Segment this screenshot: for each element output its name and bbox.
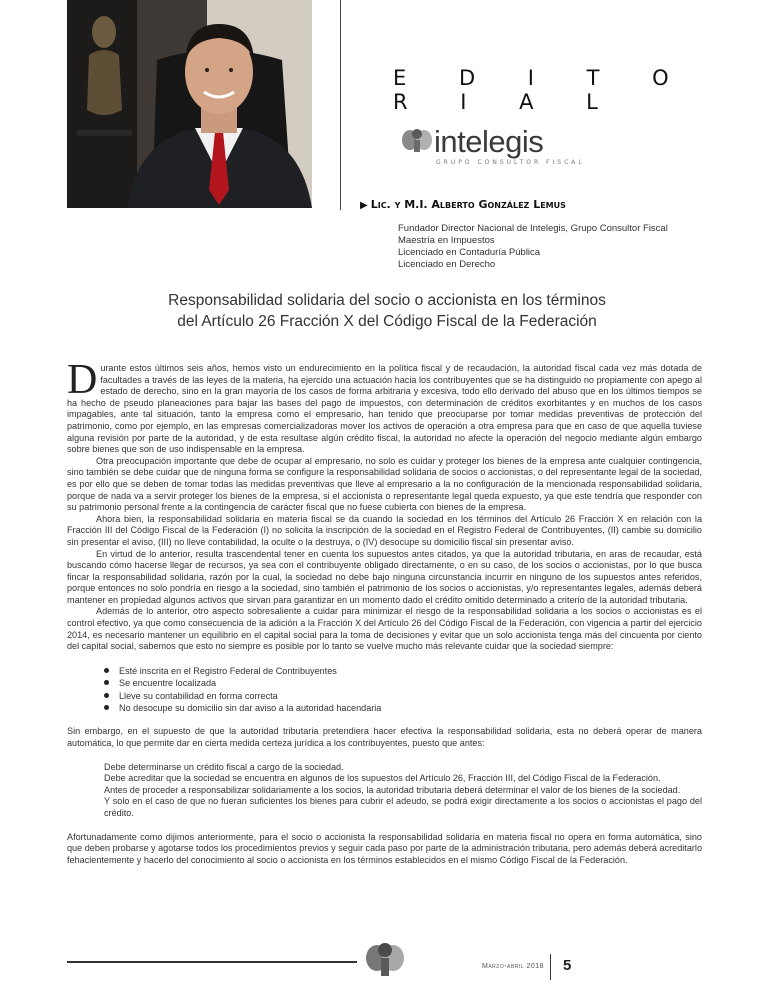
paragraph [67, 357, 702, 456]
credential-line: Maestría en Impuestos [398, 235, 495, 246]
logo-emblem-icon [400, 126, 434, 156]
logo-wordmark: intelegis [434, 124, 544, 159]
condition-item: Antes de proceder a responsabilizar solidariamente a los socios, la autoridad tributaria deberá determinar el valor de los bienes de la sociedad. [104, 784, 681, 795]
article-title-line-2: del Artículo 26 Fracción X del Código Fiscal de la Federación [177, 313, 597, 330]
credential-line: Licenciado en Derecho [398, 259, 496, 270]
section-title: E D I T O R I A L [393, 66, 692, 114]
condition-item: Debe determinarse un crédito fiscal a cargo de la sociedad. [104, 761, 344, 772]
footer-divider [550, 954, 551, 980]
paragraph-text: urante estos últimos seis años, hemos visto un endurecimiento en la política fiscal y de recaudación, la autoridad fiscal cada vez más dotada de facultades a través de las leyes de la materia, ha ejercido una actuación hacia los contribuyentes que se ha distinguido no propiamente con apego al estado de derecho, sino en la gran mayoría de los casos de forma arbitraria y excesiva, todo ello derivado del abuso que en los últimos tiempos se ha hecho de pseudo planeaciones para bajar las bases del pago de impuestos, con determinación de créditos exorbitantes y en muchos de los casos impagables, ante tal situación, tanto la empresa como el empresario, han tenido que preocuparse por tomar medidas preventivas de protección del patrimonio, como por ejemplo, en las empresas comercializadoras mover los activos de operación a otra empresa para que en caso de que aquella tuviese alguna revisión por parte de la autoridad, y de esta resultase algún crédito fiscal, la autoridad no afecte la operación del negocio mediante algún embargo sobre bienes que son de uso indispensable en la empresa. [67, 363, 702, 455]
paragraph: Otra preocupación importante que debe de ocupar al empresario, no solo es cuidar y proteger los bienes de la empresa ante cualquier contingencia, sino también se debe cuidar que de ninguna forma se configure la responsabilidad solidaria de socios o accionistas, o del representante legal de la sociedad, es por ello que se deben de tomar todas las medidas preventivas que lleve al empresario a la no configuración de la mencionada responsabilidad solidaria, porque de nada va a servir proteger los bienes de la empresa, si el accionista o representante legal queda expuesto, ya que este tendría que responder con su patrimonio personal frente a la contingencia de carácter fiscal que no fuese cubierta con bienes de la empresa. [67, 455, 702, 513]
list-item: No desocupe su domicilio sin dar aviso a la autoridad hacendaria [67, 702, 702, 714]
author-name [360, 198, 566, 211]
author-credentials [398, 223, 668, 271]
condition-item: Y solo en el caso de que no fueran suficientes los bienes para cubrir el adeudo, se podrá exigir directamente a los socios o accionistas el pago del crédito. [104, 796, 702, 819]
conditions-block [104, 762, 702, 820]
footer-emblem-icon [362, 938, 408, 982]
paragraph: Sin embargo, en el supuesto de que la autoridad tributaria pretendiera hacer efectiva la responsabilidad solidaria, esta no deberá operar de manera automática, lo que permite dar en cierta medida certeza jurídica a los contribuyentes, puesto que antes: [67, 726, 702, 749]
footer-rule [67, 961, 357, 963]
list-item: Lleve su contabilidad en forma correcta [67, 690, 702, 702]
list-item: Esté inscrita en el Registro Federal de Contribuyentes [67, 665, 702, 677]
author-name-text: Lic. y M.I. Alberto González Lemus [370, 198, 566, 211]
article-body [67, 357, 702, 866]
drop-cap: D [67, 357, 98, 403]
condition-item: Debe acreditar que la sociedad se encuentra en algunos de los supuestos del Artículo 26, Fracción III, del Código Fiscal de la Federación. [104, 773, 661, 784]
credential-line: Licenciado en Contaduría Pública [398, 247, 541, 258]
requirements-list [67, 665, 702, 715]
intelegis-logo [400, 122, 620, 170]
paragraph: Afortunadamente como dijimos anteriormente, para el socio o accionista la responsabilidad solidaria en materia fiscal no opera en forma automática, sino que deben probarse y agotarse todos los procedimientos previos y seguir cada paso por parte de la administración tributaria, pero además deberá acreditarlo fehacientemente y hacerlo del conocimiento al socio o accionista en los términos establecidos en el mismo Código Fiscal de la Federación. [67, 831, 702, 865]
article-title [100, 290, 674, 332]
paragraph: Además de lo anterior, otro aspecto sobresaliente a cuidar para minimizar el riesgo de la responsabilidad solidaria a los socios o accionistas es el control efectivo, ya que como consecuencia de la adición a la Fracción X del Artículo 26 del Código Fiscal de la Federación, con vigencia a partir del ejercicio 2014, es necesario mantener un equilibrio en el capital social para la toma de decisiones y evitar que un solo accionista tenga más del cincuenta por ciento del capital social, sabemos que esto no siempre es posible por lo tanto se vuelve mucho más relevante cuidar que la sociedad siempre: [67, 606, 702, 652]
issue-date: Marzo-abril 2018 [482, 963, 545, 970]
paragraph: Ahora bien, la responsabilidad solidaria en materia fiscal se da cuando la sociedad en los términos del Artículo 26 Fracción X en relación con la Fracción III del Código Fiscal de la Federación (I) no solicita la inscripción de la sociedad en el Registro Federal de Contribuyentes, (II) cambie su domicilio sin presentar el aviso, (III) no lleve contabilidad, la oculte o la destruya, o (IV) desocupe su domicilio fiscal sin presentar aviso. [67, 513, 702, 547]
page-number: 5 [563, 957, 572, 974]
logo-tagline: GRUPO CONSULTOR FISCAL [436, 159, 585, 166]
list-item: Se encuentre localizada [67, 677, 702, 689]
paragraph: En virtud de lo anterior, resulta trascendental tener en cuenta los supuestos antes citados, ya que la autoridad tributaria, en aras de recaudar, está buscando cómo hacerse llegar de recursos, ya sea con el contribuyente obligado directamente, o en su caso, de los socios o accionistas, por lo que busca fincar la responsabilidad solidaria, razón por la cual, la sociedad no debe bajo ninguna circunstancia incurrir en ninguno de los supuestos antes referidos, porque entonces no solo pondría en riesgo a la sociedad, sino también el patrimonio de los socios o accionistas, y/o representantes legales, además deberá mantener en propiedad algunos activos que sirvan para garantizar en un momento dado el crédito omitido determinado a criterio de la autoridad tributaria. [67, 548, 702, 605]
author-photo [67, 0, 312, 208]
header-divider [340, 0, 341, 210]
article-title-line-1: Responsabilidad solidaria del socio o accionista en los términos [168, 292, 606, 309]
arrow-right-icon: ▶ [360, 200, 368, 211]
credential-line: Fundador Director Nacional de Intelegis, Grupo Consultor Fiscal [398, 223, 668, 234]
